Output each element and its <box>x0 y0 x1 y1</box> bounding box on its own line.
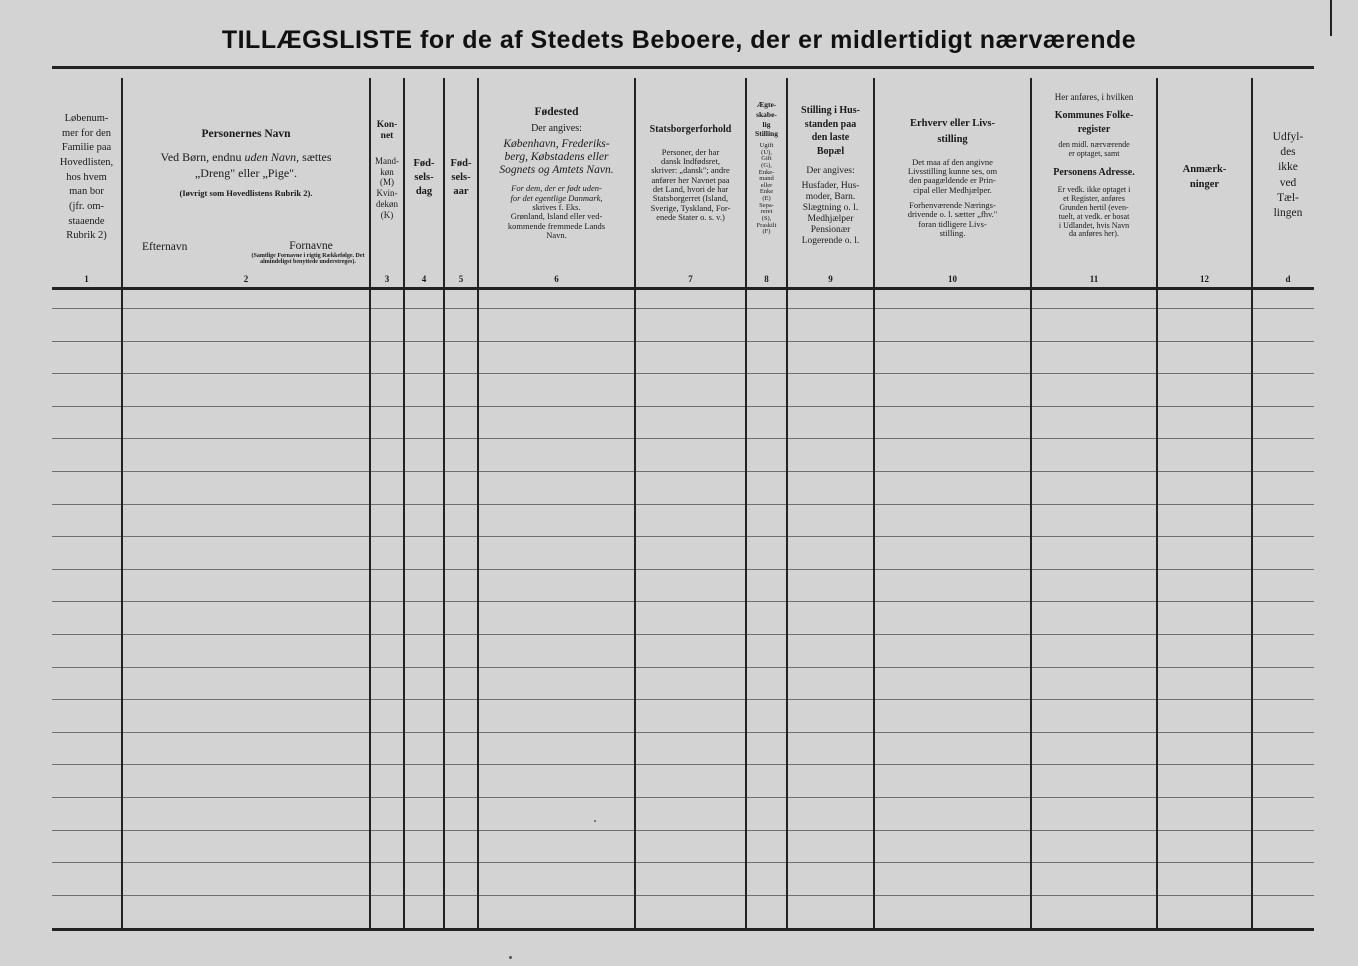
header-bottom-rule <box>52 287 1314 290</box>
paper-speck <box>509 956 512 959</box>
col11-top: Her anføres, i hvilken <box>1054 92 1134 102</box>
col2-heading: Personernes Navn <box>201 128 291 140</box>
col3-number: 3 <box>384 274 390 284</box>
col6-header <box>479 80 634 276</box>
col5-heading: Fød- sels- aar <box>450 157 472 198</box>
col2-line1b: uden Navn <box>244 150 297 165</box>
ruled-row-line <box>52 438 1314 439</box>
ruled-row-line <box>52 341 1314 342</box>
col1-number: 1 <box>84 274 89 284</box>
col9-sub: Der angives: <box>806 166 855 176</box>
col6-text-a: For dem, der er født uden- for det egentlige Danmark, <box>510 183 603 203</box>
col10-text: Det maa af den angivne Livsstilling kunne ses, om den paagældende er Prin- cipal eller Medhjælper. <box>907 156 998 195</box>
ruled-row-line <box>52 732 1314 733</box>
col2-line1a: Ved Børn, endnu <box>160 150 245 165</box>
ruled-row-line <box>52 764 1314 765</box>
col9-number: 9 <box>828 274 833 284</box>
col8-text: Ugift (U), Gift (G), Enke- mand eller Enke (E) Sepa- reret (S), Fraskilt (F) <box>756 142 777 236</box>
cold-text: Udfyl- des ikke ved Tæl- lingen <box>1272 131 1304 219</box>
col5-number: 5 <box>458 274 464 284</box>
col2-number: 2 <box>243 274 249 284</box>
col10-header <box>875 80 1030 276</box>
col12-header <box>1158 80 1251 276</box>
col2-line1c: , sættes <box>296 150 332 165</box>
ruled-row-line <box>52 406 1314 407</box>
col6-sub: Der angives: <box>531 123 582 135</box>
col11-text2: Er vedk. ikke optaget i et Register, anføres Grunden hertil (even- tuelt, at vedk. er bosat i Udlandet, hvis Navn da anføres her). <box>1057 185 1131 239</box>
ruled-row-line <box>52 667 1314 668</box>
col10-heading: Erhverv eller Livs- stilling <box>910 118 995 145</box>
col8-header <box>747 80 786 276</box>
paper-speck <box>594 820 596 822</box>
ruled-row-line <box>52 830 1314 831</box>
header-top-rule <box>52 66 1314 69</box>
col9-text: Husfader, Hus- moder, Barn. Slægtning o. l. Medhjælper Pensionær Logerende o. l. <box>801 180 860 246</box>
col11-text: den midl. nærværende er optaget, samt <box>1058 140 1130 159</box>
ruled-row-line <box>52 569 1314 570</box>
form-title: TILLÆGSLISTE for de af Stedets Beboere, der er midlertidigt nærværende <box>221 26 1137 54</box>
col11-number: 11 <box>1089 274 1099 284</box>
ruled-row-line <box>52 699 1314 700</box>
page-edge-rule <box>1330 0 1332 36</box>
cold-header <box>1253 80 1323 276</box>
col7-heading: Statsborgerforhold <box>649 124 732 135</box>
ruled-row-line <box>52 862 1314 863</box>
col1-text: Løbenum- mer for den Familie paa Hovedlisten, hos hvem man bor (jfr. om- staaende Rubrik 2) <box>59 112 114 242</box>
col2-sub-fornavne-note: (Samtlige Fornavne i rigtig Rækkefølge. Det almindeligst benyttede understreges). <box>251 253 365 266</box>
col2-line1 <box>161 151 332 165</box>
col5-header <box>445 80 477 276</box>
ruled-row-line <box>52 601 1314 602</box>
col12-heading: Anmærk- ninger <box>1182 164 1227 190</box>
ruled-row-line <box>52 536 1314 537</box>
ruled-row-line <box>52 308 1314 309</box>
col6-heading: Fødested <box>534 106 579 118</box>
cold-number: d <box>1285 274 1291 284</box>
col2-sub-fornavne: Fornavne <box>289 240 333 252</box>
col4-header <box>405 80 443 276</box>
table-bottom-rule <box>52 928 1314 931</box>
ruled-row-line <box>52 373 1314 374</box>
ruled-row-line <box>52 504 1314 505</box>
col11-heading: Kommunes Folke- register <box>1054 110 1134 136</box>
col8-heading: Ægte- skabe- lig Stilling <box>755 100 778 139</box>
col9-heading: Stilling i Hus- standen paa den laste Bopæl <box>801 105 860 157</box>
col4-number: 4 <box>421 274 427 284</box>
col2-sub-efternavn: Efternavn <box>142 241 188 253</box>
col11-heading2: Personens Adresse. <box>1053 166 1135 178</box>
col1-header <box>52 80 121 276</box>
col7-number: 7 <box>688 274 693 284</box>
col12-number: 12 <box>1200 274 1209 284</box>
ruled-row-line <box>52 634 1314 635</box>
col2-line2: „Dreng" eller „Pige". <box>194 166 298 181</box>
col3-header <box>371 80 403 276</box>
ruled-row-line <box>52 471 1314 472</box>
col3-text: Mand- køn (M) Kvin- dekøn (K) <box>375 155 399 220</box>
col10-text2: Forhenværende Nærings- drivende o. l. sætter „fhv." foran tidligere Livs- stilling. <box>907 199 998 238</box>
col11-header <box>1032 80 1156 276</box>
ruled-row-line <box>52 895 1314 896</box>
col6-italic: København, Frederiks- berg, Købstadens eller Sognets og Amtets Navn. <box>499 137 614 177</box>
col8-number: 8 <box>764 274 769 284</box>
col9-header <box>788 80 873 276</box>
col7-header <box>636 80 745 276</box>
col7-text: Personer, der har dansk Indfødsret, skriver: „dansk"; andre anfører her Navnet paa det Land, hvori de har Statsborgerret (Island, Sverige, Tyskland, For- enede Stater o. s. v.) <box>650 146 731 222</box>
col10-number: 10 <box>948 274 957 284</box>
col4-heading: Fød- sels- dag <box>413 157 435 198</box>
col3-heading: Kon- net <box>376 120 398 141</box>
col6-number: 6 <box>554 274 559 284</box>
ruled-row-line <box>52 797 1314 798</box>
col2-note: (Iøvrigt som Hovedlistens Rubrik 2). <box>179 187 313 198</box>
col6-text-b: skrives f. Eks. Grønland, Island eller ved- kommende fremmede Lands Navn. <box>507 202 606 241</box>
